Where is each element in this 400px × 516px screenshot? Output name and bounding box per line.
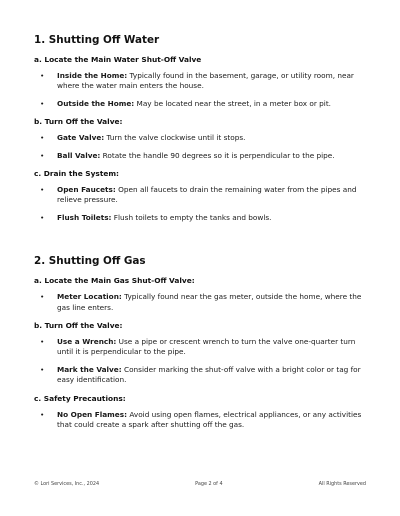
subsection-heading: c. Drain the System:: [34, 169, 120, 179]
item-term: Open Faucets:: [57, 185, 116, 195]
list-item: [34, 410, 370, 431]
item-text: Rotate the handle 90 degrees so it is perpendicular to the pipe.: [100, 150, 335, 160]
bullet-icon: •: [40, 71, 45, 80]
item-term: Outside the Home:: [57, 98, 135, 108]
item-term: Inside the Home:: [57, 71, 128, 80]
document-content: [34, 33, 370, 438]
item-text: Typically found in the basement, garage, or utility room, near where the water main enters the house.: [57, 71, 354, 91]
bullet-icon: •: [40, 133, 45, 143]
subsection-heading: a. Locate the Main Water Shut-Off Valve: [34, 55, 202, 64]
item-term: Flush Toilets:: [57, 212, 112, 222]
list-item: [34, 365, 370, 386]
bullet-icon: •: [40, 409, 45, 419]
section-title: 1. Shutting Off Water: [34, 34, 160, 46]
subsection-heading: c. Safety Precautions:: [34, 393, 126, 403]
footer-copyright: © Lori Services, Inc., 2024: [34, 481, 100, 487]
bullet-icon: •: [40, 292, 45, 302]
item-text: Open all faucets to drain the remaining water from the pipes and relieve pressure.: [57, 185, 357, 205]
section-shutting-off-gas: [34, 254, 370, 430]
item-term: Use a Wrench:: [57, 337, 117, 347]
bullet-list: [34, 410, 370, 431]
section-shutting-off-water: [34, 33, 370, 223]
item-term: Gate Valve:: [57, 133, 105, 143]
bullet-icon: •: [40, 150, 45, 160]
list-item: [34, 99, 370, 109]
page-footer: [34, 481, 366, 487]
bullet-list: [34, 133, 370, 161]
item-term: Ball Valve:: [57, 150, 101, 160]
list-item: [34, 292, 370, 313]
item-text: Flush toilets to empty the tanks and bowls.: [111, 212, 272, 222]
subsection-heading: b. Turn Off the Valve:: [34, 321, 123, 331]
item-text: Consider marking the shut-off valve with a bright color or tag for easy identification.: [57, 364, 361, 385]
bullet-icon: •: [40, 364, 45, 374]
item-text: May be located near the street, in a meter box or pit.: [134, 98, 332, 108]
list-item: [34, 151, 370, 161]
item-text: Turn the valve clockwise until it stops.: [104, 133, 246, 143]
bullet-icon: •: [40, 98, 45, 108]
list-item: [34, 213, 370, 223]
bullet-icon: •: [40, 185, 45, 195]
bullet-list: [34, 185, 370, 223]
item-text: Avoid using open flames, electrical appliances, or any activities that could create a spark after shutting off the gas.: [57, 409, 362, 430]
list-item: [34, 133, 370, 143]
bullet-list: [34, 71, 370, 109]
item-term: Meter Location:: [57, 292, 122, 302]
list-item: [34, 71, 370, 92]
bullet-icon: •: [40, 337, 45, 347]
subsection-heading: a. Locate the Main Gas Shut-Off Valve:: [34, 276, 195, 286]
list-item: [34, 337, 370, 358]
bullet-list: [34, 337, 370, 386]
item-term: Mark the Valve:: [57, 364, 122, 374]
footer-rights: All Rights Reserved: [318, 481, 366, 487]
section-title: 2. Shutting Off Gas: [34, 255, 146, 268]
footer-page-number: Page 2 of 4: [195, 481, 223, 487]
item-text: Typically found near the gas meter, outside the home, where the gas line enters.: [57, 292, 362, 312]
bullet-icon: •: [40, 212, 45, 222]
item-term: No Open Flames:: [57, 409, 127, 419]
bullet-list: [34, 292, 370, 313]
subsection-heading: b. Turn Off the Valve:: [34, 117, 123, 127]
list-item: [34, 185, 370, 206]
item-text: Use a pipe or crescent wrench to turn the valve one-quarter turn until it is perpendicular to the pipe.: [57, 337, 356, 357]
